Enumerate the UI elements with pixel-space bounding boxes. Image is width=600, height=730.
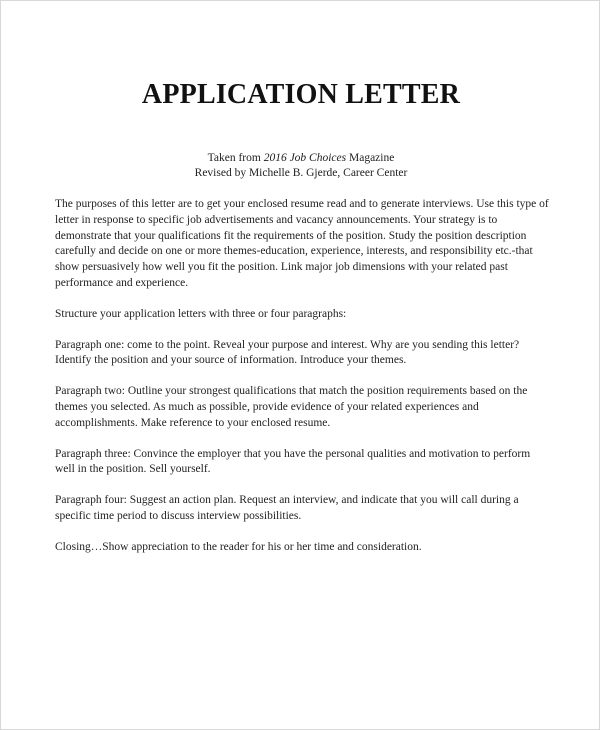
paragraph-closing: Closing…Show appreciation to the reader for his or her time and consideration. — [55, 540, 422, 553]
document-body — [55, 197, 551, 571]
paragraph-purpose: The purposes of this letter are to get your enclosed resume read and to generate interviews. Use this type of letter in response to specific job advertisements and vacancy announcements. Your strategy is to demonstrate that your qualifications fit the requirements of the position. Study the position description carefully and decide on one or more themes-education, experience, interests, and responsibility etc.-that show persuasively how well you fit the position. Link major job dimensions with your related past performance and experience. — [55, 198, 549, 289]
source-attribution — [1, 151, 600, 181]
revised-by-line: Revised by Michelle B. Gjerde, Career Center — [194, 167, 408, 179]
paragraph-one: Paragraph one: come to the point. Reveal your purpose and interest. Why are you sending this letter? Identify the position and your source of information. Introduce your themes. — [55, 338, 520, 367]
taken-from-suffix: Magazine — [346, 152, 395, 164]
paragraph-three: Paragraph three: Convince the employer that you have the personal qualities and motivation to perform well in the position. Sell yourself. — [55, 447, 531, 476]
publication-name: 2016 Job Choices — [263, 152, 347, 164]
paragraph-four: Paragraph four: Suggest an action plan. Request an interview, and indicate that you will call during a specific time period to discuss interview possibilities. — [55, 494, 519, 522]
paragraph-two: Paragraph two: Outline your strongest qualifications that match the position requirements based on the themes you selected. As much as possible, provide evidence of your related experiences and accomplishments. Make reference to your enclosed resume. — [55, 385, 528, 429]
taken-from-line — [1, 151, 600, 166]
taken-from-prefix: Taken from — [207, 152, 264, 164]
document-title: APPLICATION LETTER — [141, 79, 461, 110]
paragraph-structure: Structure your application letters with three or four paragraphs: — [55, 307, 347, 320]
